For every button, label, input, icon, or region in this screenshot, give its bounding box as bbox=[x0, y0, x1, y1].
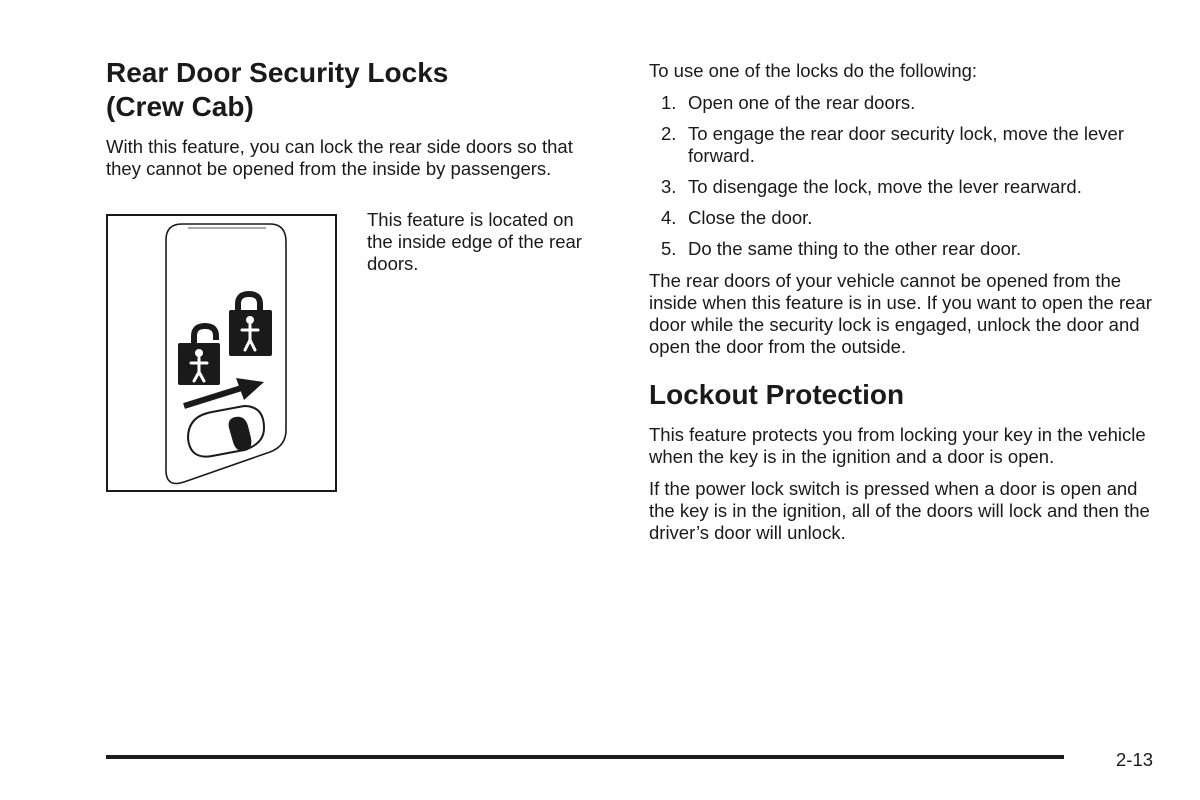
step-number: 1. bbox=[661, 92, 677, 113]
step-text: Open one of the rear doors. bbox=[688, 92, 916, 113]
heading-line-1: Rear Door Security Locks bbox=[106, 57, 449, 88]
list-item bbox=[649, 92, 1159, 114]
page-number: 2-13 bbox=[1116, 749, 1154, 770]
left-column bbox=[106, 56, 582, 493]
lockout-paragraph-1: This feature protects you from locking your key in the vehicle when the key is in the ignition and a door is open. bbox=[649, 424, 1146, 467]
footer-rule bbox=[106, 755, 1064, 759]
note-paragraph: The rear doors of your vehicle cannot be opened from the inside when this feature is in use. If you want to open the rear door while the security lock is engaged, unlock the door and open the door from the outside. bbox=[649, 270, 1152, 357]
lockout-paragraph-2: If the power lock switch is pressed when a door is open and the key is in the ignition, all of the doors will lock and then the driver’s door will unlock. bbox=[649, 478, 1150, 543]
list-item bbox=[649, 207, 1159, 229]
step-number: 2. bbox=[661, 123, 677, 144]
lock-diagram-svg bbox=[108, 216, 335, 490]
intro-paragraph: With this feature, you can lock the rear side doors so that they cannot be opened from the inside by passengers. bbox=[106, 136, 573, 179]
list-item bbox=[649, 176, 1159, 198]
section-heading-lockout-protection: Lockout Protection bbox=[649, 379, 905, 410]
heading-line-2: (Crew Cab) bbox=[106, 91, 254, 122]
right-column bbox=[649, 60, 1159, 544]
step-text: Close the door. bbox=[688, 207, 813, 228]
step-text: To disengage the lock, move the lever rearward. bbox=[688, 176, 1082, 197]
figure-row bbox=[106, 193, 582, 493]
section-heading-rear-door-locks bbox=[106, 56, 576, 124]
security-lock-illustration bbox=[106, 214, 337, 492]
steps-lead: To use one of the locks do the following: bbox=[649, 60, 978, 81]
lock-lever-icon bbox=[188, 406, 264, 457]
unlocked-child-padlock-icon bbox=[178, 326, 220, 385]
steps-list bbox=[649, 92, 1159, 260]
step-number: 4. bbox=[661, 207, 677, 228]
step-number: 3. bbox=[661, 176, 677, 197]
step-text: To engage the rear door security lock, move the lever forward. bbox=[688, 123, 1125, 166]
list-item bbox=[649, 123, 1159, 167]
step-number: 5. bbox=[661, 238, 677, 259]
step-text: Do the same thing to the other rear door. bbox=[688, 238, 1022, 259]
figure-caption: This feature is located on the inside edge of the rear doors. bbox=[367, 209, 582, 274]
locked-child-padlock-icon bbox=[229, 294, 272, 356]
list-item bbox=[649, 238, 1159, 260]
